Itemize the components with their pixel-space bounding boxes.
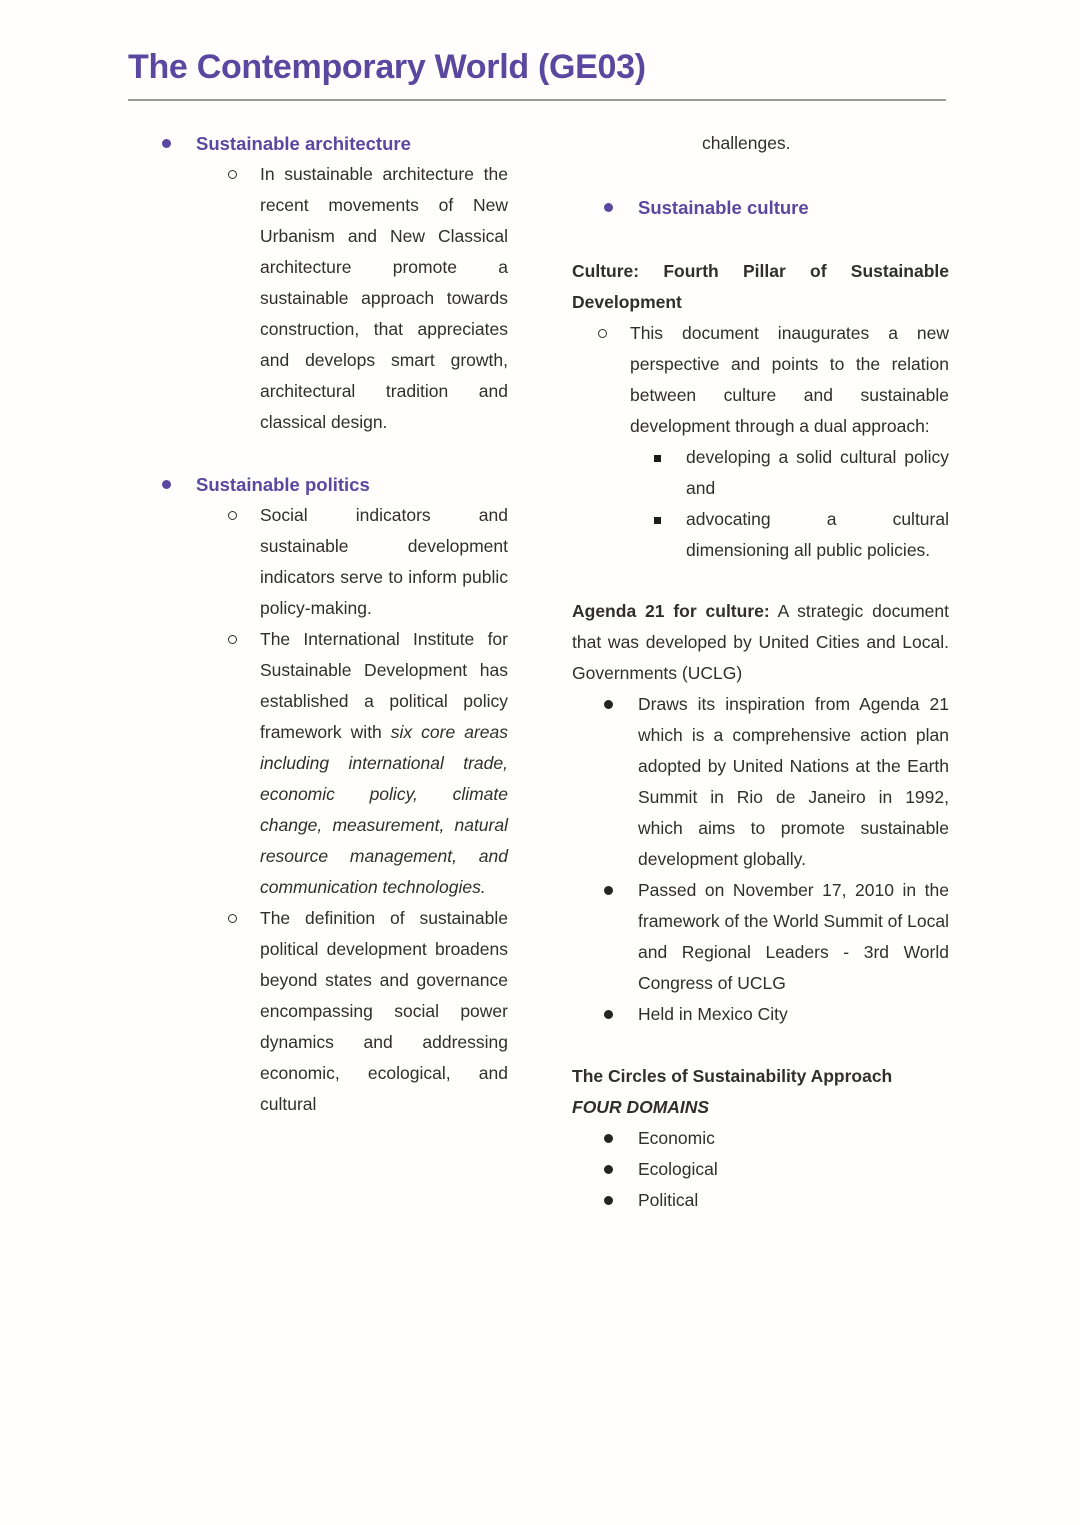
- section-heading: Sustainable politics: [196, 474, 370, 495]
- bullet-dot-icon: [604, 1010, 613, 1019]
- bullet-square-icon: [654, 455, 661, 462]
- bullet-square-icon: [654, 517, 661, 524]
- bullet-circle-icon: [598, 329, 607, 338]
- list-item: [130, 128, 508, 159]
- paragraph-continuation: challenges.: [702, 133, 791, 153]
- paragraph-agenda21-lead: [572, 596, 949, 689]
- subsection-heading-culture-pillar: Culture: Fourth Pillar of Sustainable Development: [572, 261, 949, 312]
- bullet-dot-icon: [604, 700, 613, 709]
- bullet-circle-icon: [228, 170, 237, 179]
- section-heading: Sustainable architecture: [196, 133, 411, 154]
- list-item: [130, 469, 508, 500]
- list-item-text: Passed on November 17, 2010 in the framework of the World Summit of Local and Regional Leaders - 3rd World Congress of UCLG: [638, 880, 949, 993]
- document-header: [128, 48, 946, 101]
- bullet-dot-icon: [162, 139, 171, 148]
- list-item: [130, 159, 508, 438]
- section-sustainable-politics: [130, 469, 508, 1120]
- text-bold-segment: Agenda 21 for culture:: [572, 601, 770, 621]
- subsection-heading-four-domains: FOUR DOMAINS: [572, 1097, 710, 1117]
- list-item: [130, 903, 508, 1120]
- list-item: [572, 1154, 949, 1185]
- bullet-dot-icon: [604, 203, 613, 212]
- list-item-text: Draws its inspiration from Agenda 21 which is a comprehensive action plan adopted by United Nations at the Earth Summit in Rio de Janeiro in 1992, which aims to promote sustainable development globally.: [638, 694, 949, 869]
- list-item: [572, 999, 949, 1030]
- list-item: [572, 442, 949, 504]
- list-item: [572, 1185, 949, 1216]
- bullet-dot-icon: [604, 1134, 613, 1143]
- bullet-dot-icon: [604, 886, 613, 895]
- list-item-text: Economic: [638, 1128, 715, 1148]
- list-item-text: Political: [638, 1190, 699, 1210]
- list-item-text: advocating a cultural dimensioning all public policies.: [686, 509, 949, 560]
- right-column: [572, 128, 949, 1216]
- section-sustainable-architecture: [130, 128, 508, 438]
- list-item-text: The definition of sustainable political development broadens beyond states and governance encompassing social power dynamics and addressing economic, ecological, and cultural: [260, 908, 508, 1114]
- subsection-heading-circles: The Circles of Sustainability Approach: [572, 1066, 893, 1086]
- list-item: [130, 500, 508, 624]
- list-item: [572, 689, 949, 875]
- bullet-dot-icon: [604, 1196, 613, 1205]
- bullet-dot-icon: [162, 480, 171, 489]
- list-item-text: In sustainable architecture the recent movements of New Urbanism and New Classical architecture promote a sustainable approach towards construction, that appreciates and develops smart growth, architectural tradition and classical design.: [260, 164, 508, 432]
- text-normal-segment: A strategic document that was developed by United Cities and Local. Governments (UCLG): [572, 601, 949, 683]
- list-item-text: This document inaugurates a new perspective and points to the relation between culture and sustainable development through a dual approach:: [630, 323, 949, 436]
- section-heading: Sustainable culture: [638, 197, 809, 218]
- text-italic-segment: six core areas including international trade, economic policy, climate change, measurement, natural resource management, and communication technologies.: [260, 722, 508, 897]
- list-item: [572, 504, 949, 566]
- bullet-dot-icon: [604, 1165, 613, 1174]
- list-item-text: [260, 624, 508, 903]
- left-column: [130, 128, 508, 1151]
- list-item-text: Held in Mexico City: [638, 1004, 788, 1024]
- list-item: [130, 624, 508, 903]
- title-underline: [128, 99, 946, 101]
- section-sustainable-culture: [572, 192, 949, 223]
- page-title: The Contemporary World (GE03): [128, 48, 646, 86]
- list-item: [572, 1123, 949, 1154]
- list-item-text: developing a solid cultural policy and: [686, 447, 949, 498]
- bullet-circle-icon: [228, 511, 237, 520]
- bullet-circle-icon: [228, 914, 237, 923]
- list-item-text: Ecological: [638, 1159, 718, 1179]
- list-item: [572, 318, 949, 442]
- list-item-text: Social indicators and sustainable development indicators serve to inform public policy-making.: [260, 505, 508, 618]
- text-normal-segment: The International Institute for Sustainable Development has established a political policy framework with: [260, 629, 508, 742]
- list-item: [572, 875, 949, 999]
- bullet-circle-icon: [228, 635, 237, 644]
